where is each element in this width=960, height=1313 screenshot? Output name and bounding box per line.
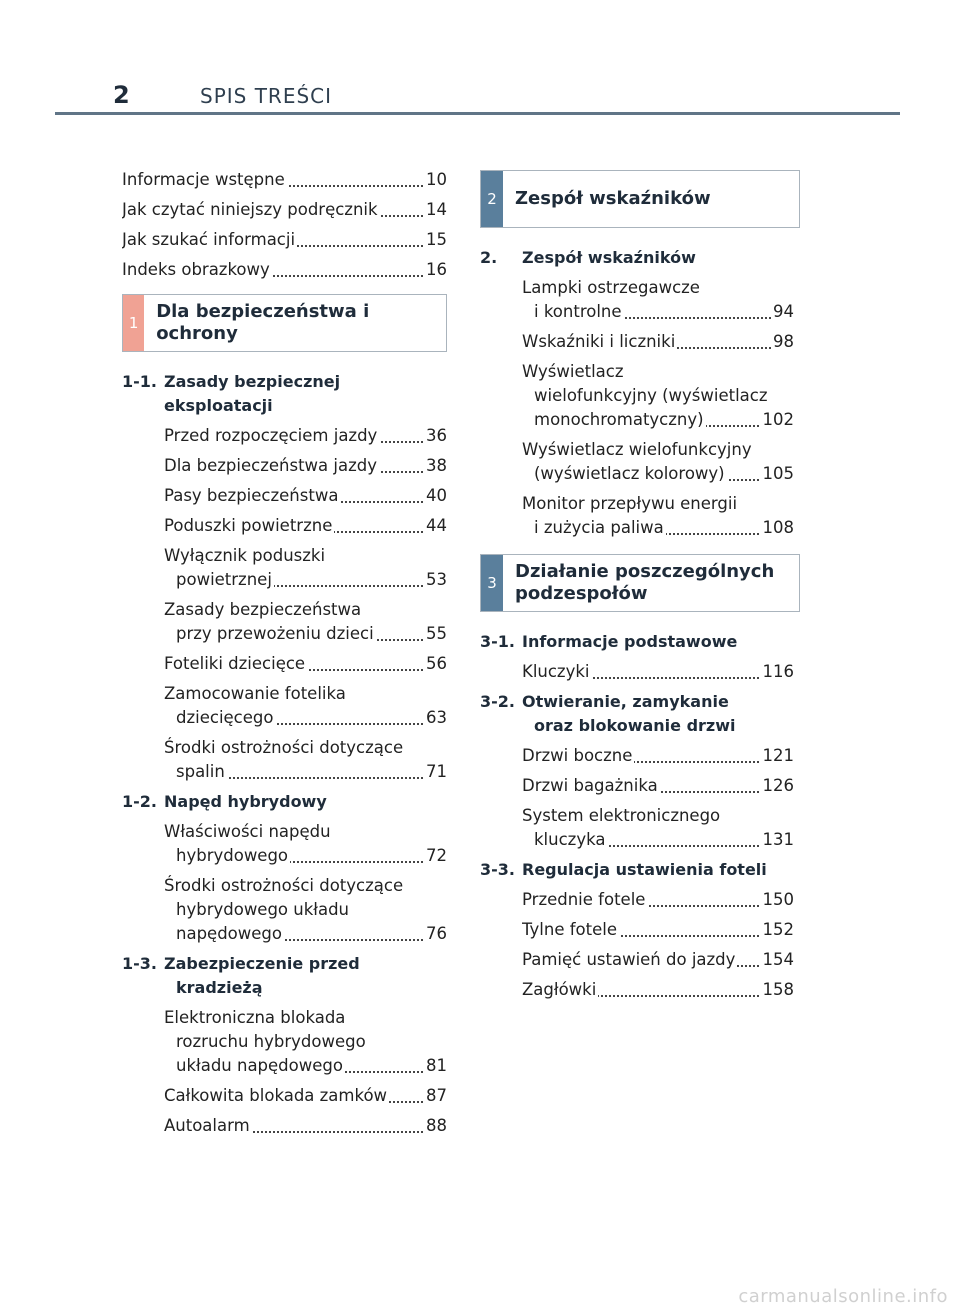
chapter-3-1-heading[interactable]	[480, 630, 805, 654]
toc-entry-label: Przednie fotele	[522, 890, 646, 909]
chapter-1-3-heading[interactable]	[122, 952, 447, 1000]
toc-entry-label: Foteliki dziecięce	[164, 654, 306, 673]
toc-entry[interactable]	[122, 198, 447, 222]
toc-entry-label: Drzwi boczne	[522, 746, 633, 765]
toc-entry-page: 98	[771, 330, 794, 354]
toc-entry-label: układu napędowego	[176, 1056, 343, 1075]
toc-entry[interactable]	[122, 258, 447, 282]
toc-entry-label: hybrydowego układu	[176, 900, 350, 919]
toc-entry-page: 131	[761, 828, 795, 852]
section-1-box[interactable]	[122, 294, 447, 352]
toc-entry-label: powietrznej	[176, 570, 272, 589]
toc-entry-page: 63	[424, 706, 447, 730]
toc-entry[interactable]	[522, 888, 794, 912]
section-3-title: podzespołów	[515, 583, 648, 604]
page-number: 2	[113, 81, 130, 109]
toc-entry-page: 105	[761, 462, 795, 486]
toc-entry-label: System elektronicznego	[522, 806, 721, 825]
toc-entry[interactable]	[164, 1006, 447, 1078]
toc-entry-page: 116	[761, 660, 795, 684]
toc-entry-page: 154	[761, 948, 795, 972]
toc-entry-label: i kontrolne	[534, 302, 622, 321]
toc-entry[interactable]	[522, 918, 794, 942]
toc-entry-page: 87	[424, 1084, 447, 1108]
toc-entry-label: Zagłówki	[522, 980, 597, 999]
chapter-number: 3-1.	[480, 632, 515, 651]
toc-entry-label: Jak szukać informacji	[122, 230, 296, 249]
toc-entry-label: kluczyka	[534, 830, 606, 849]
toc-entry[interactable]	[164, 682, 447, 730]
toc-entry-label: Wskaźniki i liczniki	[522, 332, 676, 351]
toc-entry[interactable]	[164, 454, 447, 478]
chapter-number: 1-2.	[122, 792, 157, 811]
toc-left-column	[122, 168, 447, 1144]
toc-entry-label: Właściwości napędu	[164, 822, 331, 841]
chapter-number: 2.	[480, 248, 498, 267]
section-3-title: Działanie poszczególnych	[515, 561, 775, 582]
toc-entry-label: hybrydowego	[176, 846, 289, 865]
page-title: SPIS TREŚCI	[200, 84, 333, 108]
toc-entry-label: Zamocowanie fotelika	[164, 684, 346, 703]
watermark: carmanualsonline.info	[738, 1286, 948, 1307]
chapter-number: 1-3.	[122, 954, 157, 973]
toc-entry-page: 56	[424, 652, 447, 676]
toc-entry-label: Wyświetlacz	[522, 362, 624, 381]
toc-entry-page: 158	[761, 978, 795, 1002]
toc-entry-label: Środki ostrożności dotyczące	[164, 876, 404, 895]
chapter-number: 3-2.	[480, 692, 515, 711]
toc-entry-label: Tylne fotele	[522, 920, 617, 939]
chapter-title: oraz blokowanie drzwi	[534, 716, 736, 735]
chapter-title: Zabezpieczenie przed	[164, 954, 360, 973]
toc-entry-page: 38	[424, 454, 447, 478]
section-1-tab: 1	[123, 295, 144, 351]
toc-entry-page: 76	[424, 922, 447, 946]
toc-entry-page: 16	[424, 258, 447, 282]
toc-entry-page: 108	[761, 516, 795, 540]
toc-entry[interactable]	[164, 544, 447, 592]
toc-entry[interactable]	[522, 276, 794, 324]
toc-entry-label: Kluczyki	[522, 662, 590, 681]
chapter-title: Informacje podstawowe	[522, 632, 738, 651]
toc-entry-page: 71	[424, 760, 447, 784]
toc-entry-label: rozruchu hybrydowego	[176, 1032, 366, 1051]
chapter-title: Regulacja ustawienia foteli	[522, 860, 767, 879]
toc-entry-label: Wyłącznik poduszki	[164, 546, 326, 565]
header-divider	[55, 112, 900, 115]
toc-entry-label: Całkowita blokada zamków	[164, 1086, 388, 1105]
toc-entry-page: 72	[424, 844, 447, 868]
section-3-box[interactable]	[480, 554, 800, 612]
toc-entry[interactable]	[164, 484, 447, 508]
toc-entry-page: 102	[761, 408, 795, 432]
toc-entry-page: 88	[424, 1114, 447, 1138]
toc-entry-page: 40	[424, 484, 447, 508]
section-2-tab: 2	[481, 171, 503, 227]
toc-entry[interactable]	[522, 804, 794, 852]
chapter-title: Otwieranie, zamykanie	[522, 692, 729, 711]
toc-entry-label: Pasy bezpieczeństwa	[164, 486, 339, 505]
toc-entry[interactable]	[522, 492, 794, 540]
toc-entry[interactable]	[164, 820, 447, 868]
toc-entry-label: Środki ostrożności dotyczące	[164, 738, 404, 757]
chapter-title: Zasady bezpiecznej eksploatacji	[164, 372, 341, 415]
section-2-title: Zespół wskaźników	[515, 188, 711, 209]
toc-entry-label: spalin	[176, 762, 225, 781]
toc-right-column	[480, 170, 805, 1008]
toc-entry-page: 126	[761, 774, 795, 798]
chapter-1-2-heading[interactable]	[122, 790, 447, 814]
section-3-tab: 3	[481, 555, 503, 611]
toc-entry[interactable]	[522, 438, 794, 486]
toc-entry-page: 15	[424, 228, 447, 252]
toc-entry-page: 36	[424, 424, 447, 448]
toc-entry-label: dziecięcego	[176, 708, 274, 727]
toc-entry-label: Poduszki powietrzne	[164, 516, 333, 535]
toc-entry-page: 94	[771, 300, 794, 324]
toc-entry-page: 121	[761, 744, 795, 768]
toc-entry-label: Informacje wstępne	[122, 170, 285, 189]
toc-entry[interactable]	[164, 1114, 447, 1138]
chapter-2-heading[interactable]	[480, 246, 805, 270]
toc-entry[interactable]	[522, 360, 794, 432]
chapter-1-1-heading[interactable]	[122, 370, 447, 418]
toc-entry-label: i zużycia paliwa	[534, 518, 664, 537]
page-header	[0, 0, 960, 120]
toc-entry-label: Lampki ostrzegawcze	[522, 278, 700, 297]
toc-entry[interactable]	[164, 598, 447, 646]
toc-entry[interactable]	[164, 736, 447, 784]
toc-entry-page: 150	[761, 888, 795, 912]
toc-entry[interactable]	[522, 660, 794, 684]
chapter-title: Zespół wskaźników	[522, 248, 696, 267]
toc-entry-label: Pamięć ustawień do jazdy	[522, 950, 736, 969]
toc-entry-label: Jak czytać niniejszy podręcznik	[122, 200, 378, 219]
toc-entry[interactable]	[522, 948, 794, 972]
section-2-box[interactable]	[480, 170, 800, 228]
toc-entry-page: 53	[424, 568, 447, 592]
toc-entry[interactable]	[122, 228, 447, 252]
toc-entry[interactable]	[164, 424, 447, 448]
toc-entry-label: napędowego	[176, 924, 282, 943]
toc-entry[interactable]	[522, 978, 794, 1002]
toc-entry-label: Przed rozpoczęciem jazdy	[164, 426, 378, 445]
toc-entry[interactable]	[164, 652, 447, 676]
toc-entry-page: 81	[424, 1054, 447, 1078]
toc-entry-page: 152	[761, 918, 795, 942]
toc-entry-label: Elektroniczna blokada	[164, 1008, 346, 1027]
chapter-title: kradzieżą	[176, 978, 263, 997]
toc-entry[interactable]	[164, 874, 447, 946]
toc-entry-page: 10	[424, 168, 447, 192]
toc-entry-label: wielofunkcyjny (wyświetlacz	[534, 386, 768, 405]
chapter-3-3-heading[interactable]	[480, 858, 805, 882]
chapter-number: 3-3.	[480, 860, 515, 879]
toc-entry[interactable]	[164, 1084, 447, 1108]
toc-entry-page: 44	[424, 514, 447, 538]
toc-entry-label: Dla bezpieczeństwa jazdy	[164, 456, 377, 475]
toc-entry[interactable]	[522, 774, 794, 798]
toc-entry-label: Zasady bezpieczeństwa	[164, 600, 362, 619]
toc-entry[interactable]	[522, 744, 794, 768]
toc-entry-label: Drzwi bagażnika	[522, 776, 658, 795]
toc-entry[interactable]	[164, 514, 447, 538]
toc-entry-label: Monitor przepływu energii	[522, 494, 738, 513]
toc-entry-label: Indeks obrazkowy	[122, 260, 270, 279]
toc-entry-label: Wyświetlacz wielofunkcyjny	[522, 440, 752, 459]
toc-entry-label: (wyświetlacz kolorowy)	[534, 464, 725, 483]
toc-entry[interactable]	[522, 330, 794, 354]
chapter-title: Napęd hybrydowy	[164, 792, 327, 811]
toc-entry-label: przy przewożeniu dzieci	[176, 624, 374, 643]
toc-entry-page: 14	[424, 198, 447, 222]
toc-entry-label: monochromatyczny)	[534, 410, 704, 429]
toc-entry-label: Autoalarm	[164, 1116, 250, 1135]
toc-entry[interactable]	[122, 168, 447, 192]
section-1-title: Dla bezpieczeństwa i ochrony	[156, 301, 370, 344]
chapter-number: 1-1.	[122, 372, 157, 391]
toc-entry-page: 55	[424, 622, 447, 646]
chapter-3-2-heading[interactable]	[480, 690, 805, 738]
